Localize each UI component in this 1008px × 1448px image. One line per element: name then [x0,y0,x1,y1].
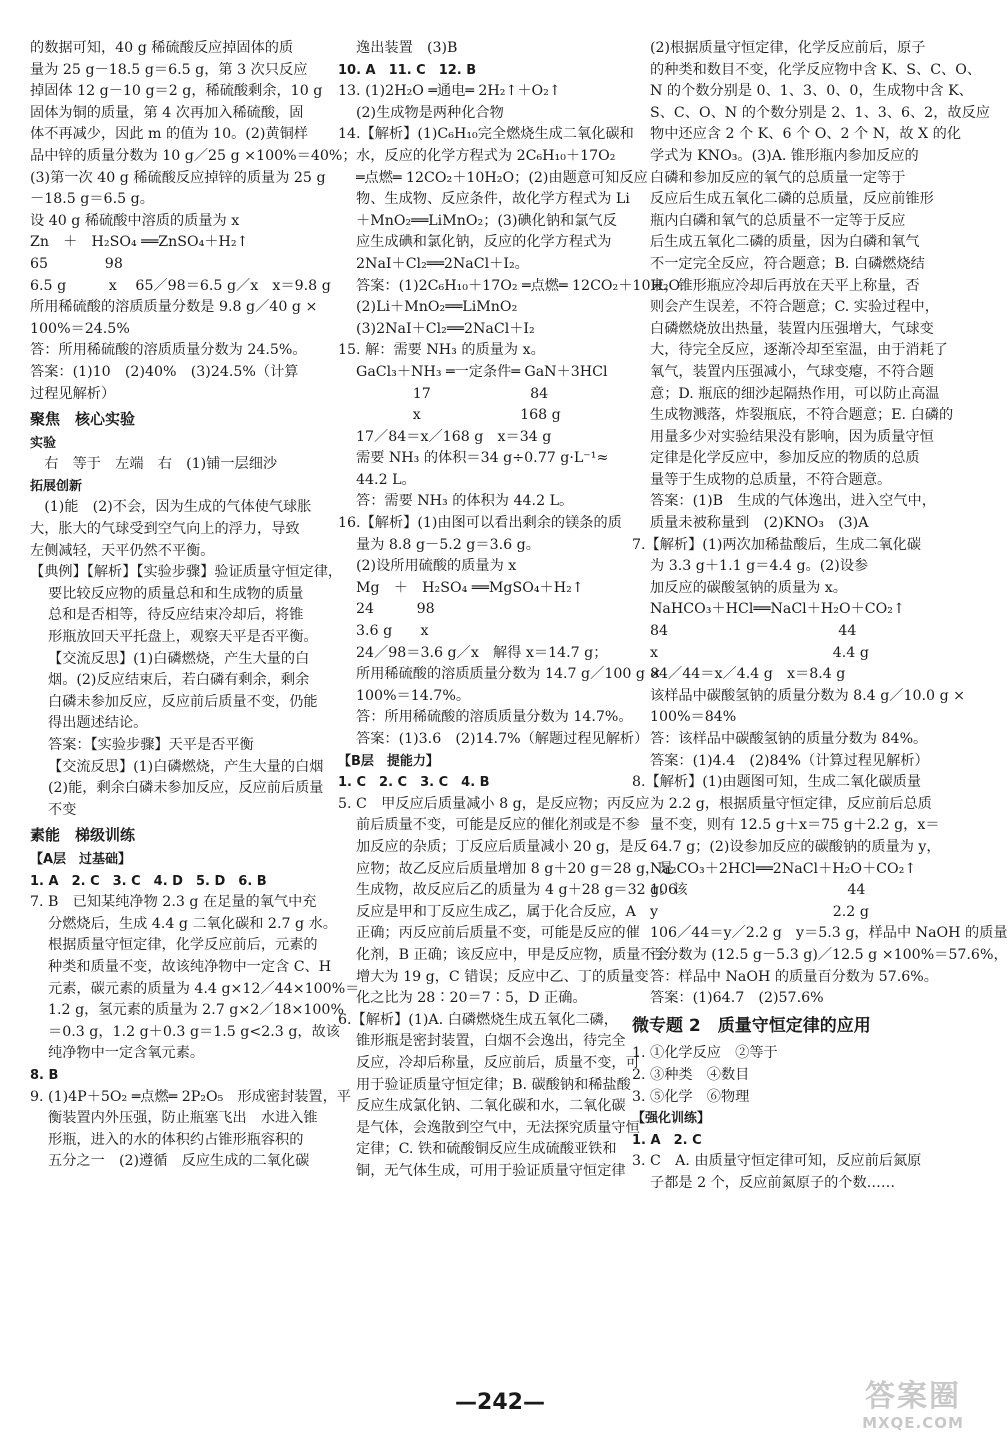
text-line: 所用稀硫酸的溶质质量分数是 9.8 g／40 g × [30,299,318,316]
text-line: 3. ⑤化学 ⑥物理 [632,1088,750,1105]
text-line: 定律是化学反应中，参加反应的物质的总质 [650,450,920,467]
text-line: 44.2 L。 [356,471,416,488]
text-line: 9. (1)4P＋5O₂ ═点燃═ 2P₂O₅ 形成密封装置，平 [30,1088,351,1105]
watermark-logo [838,1380,988,1440]
text-line: 逸出装置 (3)B [356,40,458,56]
text-line: 答案：(1)4.4 (2)84%（计算过程见解析） [650,752,929,769]
text-line: 后生成五氧化二磷的质量，因为白磷和氧气 [650,234,920,251]
text-line: 答案：(1)64.7 (2)57.6% [650,990,824,1007]
text-line: 6.【解析】(1)A. 白磷燃烧生成五氧化二磷， [338,1011,618,1028]
text-line: 为 2.2 g，根据质量守恒定律，反应前后总质 [650,795,932,812]
text-line: 【典例】【解析】【实验步骤】验证质量守恒定律， [30,564,343,581]
text-line: 种类和质量不变，故该纯净物中一定含 C、H [48,958,332,975]
text-line: 正确；丙反应前后质量不变，可能是反应的催 [356,925,640,942]
text-line: 用量多少对实验结果没有影响，因为质量守恒 [650,428,934,445]
text-line: 5. C 甲反应后质量减小 8 g，是反应物；丙反应 [338,795,650,812]
text-line: 化剂，B 正确；该反应中，甲是反应物，质量不会 [356,946,669,963]
text-line: 64.7 g；(2)设参加反应的碳酸钠的质量为 y， [650,838,941,855]
text-line: 形瓶，进入的水的体积约占锥形瓶容积的 [48,1131,304,1148]
text-line: 量为 25 g－18.5 g＝6.5 g，第 3 次只反应 [30,61,308,78]
text-line: 反应后生成五氧化二磷的总质量，反应前锥形 [650,191,934,208]
text-line: 7.【解析】(1)两次加稀盐酸后，生成二氧化碳 [632,536,922,553]
text-line: 加反应的杂质；丁反应后质量减小 20 g，是反 [356,838,648,855]
text-line: 铜，无气体生成，可用于验证质量守恒定律 [356,1162,626,1179]
text-line: 答案：(1)10 (2)40% (3)24.5%（计算 [30,363,299,380]
subheading: 【B层 提能力】 [338,753,439,769]
subheading: 1. A 2. C 3. C 4. D 5. D 6. B [30,873,267,889]
text-line: GaCl₃＋NH₃ ═一定条件═ GaN＋3HCl [356,363,608,380]
watermark-url: MXQE.COM [862,1414,964,1432]
text-line: 衡装置内外压强，防止瓶塞飞出 水进入锥 [48,1110,318,1127]
text-line: 1. ①化学反应 ②等于 [632,1045,778,1062]
text-line: 前后质量不变，可能是反应的催化剂或是不参 [356,817,640,834]
text-line: (2)根据质量守恒定律，化学反应前后，原子 [650,40,926,56]
text-line: 14.【解析】(1)C₆H₁₀完全燃烧生成二氧化碳和 [338,126,634,143]
text-line: 用于验证质量守恒定律；B. 碳酸钠和稀盐酸 [356,1076,631,1093]
text-line: 百分数为 (12.5 g－5.3 g)／12.5 g ×100%＝57.6%， [650,946,1008,963]
text-line: 反应生成氯化钠、二氧化碳和水，二氧化碳 [356,1098,626,1115]
text-line: 物、生成物、反应条件，故化学方程式为 Li [356,191,630,208]
text-line: 根据质量守恒定律，化学反应前后，元素的 [48,937,318,954]
text-line: 24／98＝3.6 g／x 解得 x＝14.7 g； [356,644,608,661]
text-line: 84／44＝x／4.4 g x＝8.4 g [650,666,846,683]
text-line: Zn ＋ H₂SO₄ ══ZnSO₄＋H₂↑ [30,234,249,251]
subheading: 【A层 过基础】 [30,851,132,867]
text-line: 氧气，装置内压强减小，气球变瘪，不符合题 [650,363,934,380]
text-line: 水，反应的化学方程式为 2C₆H₁₀＋17O₂ [356,147,616,164]
text-line: 106 44 [650,882,866,899]
subheading: 实验 [30,435,57,451]
text-line: 是气体，会逸散到空气中，无法探究质量守恒 [356,1119,640,1136]
text-line: 锥形瓶是密封装置，白烟不会逸出，待完全 [356,1033,626,1050]
text-line: 体不再减少，因此 m 的值为 10。(2)黄铜样 [30,126,308,143]
text-line: 1.2 g，氢元素的质量为 2.7 g×2／18×100% [48,1002,344,1019]
text-line: (2)设所用硫酸的质量为 x [356,558,517,575]
text-line: 品中锌的质量分数为 10 g／25 g ×100%＝40%； [30,147,357,164]
text-line: 7. B 已知某纯净物 2.3 g 在足量的氧气中充 [30,894,317,911]
text-line: 答案：(1)B 生成的气体逸出，进入空气中， [650,493,936,510]
text-line: 【交流反思】(1)白磷燃烧，产生大量的白 [48,650,310,667]
text-line: (2)Li＋MnO₂══LiMnO₂ [356,299,518,316]
text-line: 白磷和参加反应的氧气的总质量一定等于 [650,169,906,186]
text-line: 【交流反思】(1)白磷燃烧，产生大量的白烟 [48,758,324,775]
text-line: 3. C A. 由质量守恒定律可知，反应前后氮原 [632,1153,922,1170]
text-line: 65 98 [30,255,123,272]
subheading: 8. B [30,1067,59,1083]
text-line: 6.5 g x 65／98＝6.5 g／x x＝9.8 g [30,277,331,294]
text-line: －18.5 g＝6.5 g。 [30,191,154,208]
text-line: 过程见解析） [30,385,116,402]
text-line: (2)能，剩余白磷未参加反应，反应前后质量 [48,780,324,797]
subheading: 10. A 11. C 12. B [338,62,477,78]
text-line: 答：所用稀硫酸的溶质质量分数为 14.7%。 [356,709,633,726]
text-line: x 168 g [356,407,561,424]
text-line: 答：需要 NH₃ 的体积为 44.2 L。 [356,493,574,510]
subheading: 1. A 2. C [632,1132,702,1148]
text-line: (2)生成物是两种化合物 [356,104,504,121]
text-line: 该样品中碳酸氢钠的质量分数为 8.4 g／10.0 g × [650,687,966,704]
text-line: 不变 [48,801,77,818]
text-line: 答：样品中 NaOH 的质量百分数为 57.6%。 [650,968,938,985]
text-line: 则会产生误差，不符合题意；C. 实验过程中， [650,299,939,316]
text-line: 24 98 [356,601,435,618]
text-line: y 2.2 g [650,903,869,920]
text-line: 100%＝24.5% [30,320,130,337]
text-line: ═点燃═ 12CO₂＋10H₂O；(2)由题意可知反应 [356,169,648,186]
text-line: 答：该样品中碳酸氢钠的质量分数为 84%。 [650,731,928,747]
text-line: 子都是 2 个，反应前氮原子的个数…… [650,1174,896,1191]
text-line: 大，待完全反应，逐渐冷却至室温，由于消耗了 [650,342,948,359]
text-line: 形瓶放回天平托盘上，观察天平是否平衡。 [48,629,318,646]
text-line: 生成物，故反应后乙的质量为 4 g＋28 g＝32 g。该 [356,882,688,899]
text-line: 瓶内白磷和氧气的总质量不一定等于反应 [650,212,906,229]
subheading: 1. C 2. C 3. C 4. B [338,775,490,791]
text-line: 物中还应含 2 个 K、6 个 O、2 个 N，故 X 的化 [650,126,962,143]
text-line: 的种类和数目不变，化学反应物中含 K、S、C、O、 [650,61,982,78]
section-heading: 素能 梯级训练 [30,826,136,845]
text-line: 8.【解析】(1)由题图可知，生成二氧化碳质量 [632,774,922,791]
text-line: 白磷燃烧放出热量，装置内压强增大，气球变 [650,320,934,337]
text-line: 84 44 [650,623,857,640]
text-line: (3)第一次 40 g 稀硫酸反应掉锌的质量为 25 g [30,169,326,186]
text-line: 应生成碘和氯化钠，反应的化学方程式为 [356,234,612,251]
text-line: NaHCO₃＋HCl══NaCl＋H₂O＋CO₂↑ [650,601,905,618]
text-line: 增大为 19 g，C 错误；反应中乙、丁的质量变 [356,968,649,985]
text-line: 纯净物中一定含氧元素。 [48,1045,205,1062]
text-line: 设 40 g 稀硫酸中溶质的质量为 x [30,212,240,229]
text-line: 应物；故乙反应后质量增加 8 g＋20 g＝28 g，是 [356,860,674,877]
text-line: 总和是否相等，待反应结束冷却后，将锥 [48,607,304,624]
text-line: 106／44＝y／2.2 g y＝5.3 g，样品中 NaOH 的质量 [650,925,1008,942]
text-line: 答案：(1)2C₆H₁₀＋17O₂ ═点燃═ 12CO₂＋10H₂O [356,277,681,294]
text-line: 左侧减轻，天平仍然不平衡。 [30,542,215,559]
subheading: 拓展创新 [30,478,83,494]
column-right [632,38,1008,1194]
text-line: 3.6 g x [356,623,429,640]
text-line: 得出题述结论。 [48,715,148,732]
text-line: 加反应的碳酸氢钠的质量为 x。 [650,579,847,596]
section-heading: 聚焦 核心实验 [30,410,136,429]
watermark-text: 答案圈 [865,1379,961,1414]
text-line: 五分之一 (2)遵循 反应生成的二氧化碳 [48,1153,310,1170]
text-line: 束，锥形瓶应冷却后再放在天平上称量，否 [650,277,920,294]
text-line: N 的个数分别是 0、1、3、0、0，生成物中含 K、 [650,83,973,100]
text-line: 生成物溅落，炸裂瓶底，不符合题意；E. 白磷的 [650,407,954,424]
text-line: (1)能 (2)不会，因为生成的气体使气球胀 [30,499,312,516]
text-line: 17 84 [356,385,549,402]
text-line: 的数据可知，40 g 稀硫酸反应掉固体的质 [30,40,294,56]
text-line: 13. (1)2H₂O ═通电═ 2H₂↑＋O₂↑ [338,83,561,100]
text-line: 量不变，则有 12.5 g＋x＝75 g＋2.2 g，x＝ [650,817,940,834]
text-line: 需要 NH₃ 的体积＝34 g÷0.77 g·L⁻¹≈ [356,450,609,467]
subheading: 【强化训练】 [632,1111,711,1127]
text-line: 学式为 KNO₃。(3)A. 锥形瓶内参加反应的 [650,147,919,164]
text-line: 100%＝14.7%。 [356,687,471,704]
text-line: 分燃烧后，生成 4.4 g 二氧化碳和 2.7 g 水。 [48,915,337,932]
text-line: (3)2NaI＋Cl₂══2NaCl＋I₂ [356,320,535,337]
text-line: 2. ③种类 ④数目 [632,1066,750,1083]
text-line: 反应，冷却后称量，反应前后，质量不变，可 [356,1054,640,1071]
text-line: 掉固体 12 g－10 g＝2 g，稀硫酸剩余，10 g [30,83,323,100]
text-line: 答案：(1)3.6 (2)14.7%（解题过程见解析） [356,731,649,747]
text-line: 答：所用稀硫酸的溶质质量分数为 24.5%。 [30,342,307,359]
text-line: 量为 8.8 g－5.2 g＝3.6 g。 [356,536,540,553]
text-line: 100%＝84% [650,709,737,726]
text-line: 意；D. 瓶底的细沙起隔热作用，可以防止高温 [650,385,940,402]
text-line: 2NaI＋Cl₂══2NaCl＋I₂。 [356,255,529,272]
text-line: 白磷未参加反应，反应前后质量不变，仍能 [48,693,318,710]
text-line: S、C、O、N 的个数分别是 2、1、3、6、2，故反应 [650,104,990,121]
text-line: 烟。(2)反应结束后，若白磷有剩余，剩余 [48,672,310,689]
text-line: ＋MnO₂══LiMnO₂；(3)碘化钠和氯气反 [356,212,617,229]
text-line: 右 等于 左端 右 (1)铺一层细沙 [30,456,278,473]
text-line: 要比较反应物的质量总和和生成物的质量 [48,585,304,602]
text-line: 不一定完全反应，符合题意；B. 白磷燃烧结 [650,255,925,272]
text-line: 为 3.3 g＋1.1 g＝4.4 g。(2)设参 [650,558,869,575]
text-line: 反应是甲和丁反应生成乙，属于化合反应，A [356,903,636,920]
text-line: 化之比为 28∶20＝7∶5，D 正确。 [356,990,587,1007]
text-line: 元素，碳元素的质量为 4.4 g×12／44×100%＝ [48,980,360,997]
column-left [30,38,360,1173]
text-line: 质量未被称量到 (2)KNO₃ (3)A [650,515,869,532]
text-line: 量等于生成物的总质量，不符合题意。 [650,471,892,488]
text-line: Mg ＋ H₂SO₄ ══MgSO₄＋H₂↑ [356,579,584,596]
page-number: —242— [455,1390,545,1415]
text-line: x 4.4 g [650,644,869,661]
text-line: 答案：【实验步骤】天平是否平衡 [48,737,254,753]
text-line: 16.【解析】(1)由图可以看出剩余的镁条的质 [338,515,622,532]
text-line: 所用稀硫酸的溶质质量分数为 14.7 g／100 g × [356,666,662,683]
text-line: 大，胀大的气球受到空气向上的浮力，导致 [30,521,300,538]
text-line: 17／84＝x／168 g x＝34 g [356,428,552,445]
topic-title: 微专题 2 质量守恒定律的应用 [632,1015,871,1036]
text-line: 定律；C. 铁和硫酸铜反应生成硫酸亚铁和 [356,1141,617,1158]
text-line: 固体为铜的质量，第 4 次再加入稀硫酸，固 [30,104,304,121]
text-line: Na₂CO₃＋2HCl══2NaCl＋H₂O＋CO₂↑ [650,860,917,877]
text-line: ＝0.3 g，1.2 g＋0.3 g＝1.5 g<2.3 g，故该 [48,1023,340,1040]
text-line: 15. 解：需要 NH₃ 的质量为 x。 [338,342,545,359]
